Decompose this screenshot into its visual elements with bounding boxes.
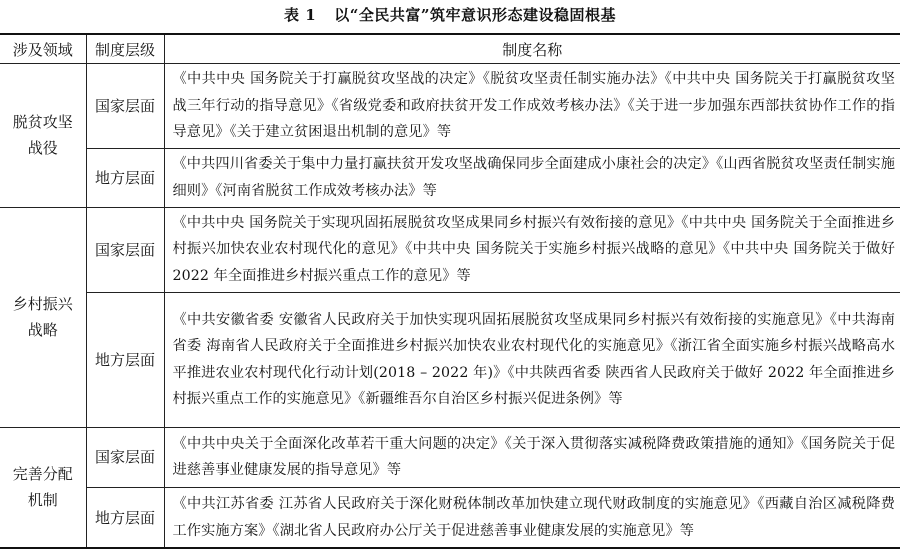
table-title: 以“全民共富”筑牢意识形态建设稳固根基: [334, 6, 616, 24]
policy-table: [0, 33, 900, 549]
level-label: 地方层面: [94, 508, 155, 527]
content-cell: 《中共中央关于全面深化改革若干重大问题的决定》《关于深入贯彻落实减税降费政策措施的通知》《国务院关于促进慈善事业健康发展的指导意见》等: [164, 427, 900, 487]
table-number: 表 1: [284, 6, 317, 24]
level-label: 地方层面: [94, 168, 155, 187]
content-cell: 《中共江苏省委 江苏省人民政府关于深化财税体制改革加快建立现代财政制度的实施意见》《西藏自治区减税降费工作实施方案》《湖北省人民政府办公厅关于促进慈善事业健康发展的实施意见》等: [164, 488, 900, 548]
table-row: [0, 488, 900, 548]
level-cell: [86, 64, 164, 149]
domain-line: 脱贫攻坚: [12, 113, 73, 132]
domain-line: 完善分配: [12, 465, 73, 484]
table-row: [0, 207, 900, 292]
table-row: [0, 427, 900, 487]
header-name: 制度名称: [164, 34, 900, 64]
domain-cell: [0, 207, 86, 427]
content-cell: 《中共四川省委关于集中力量打赢扶贫开发攻坚战确保同步全面建成小康社会的决定》《山西省脱贫攻坚责任制实施细则》《河南省脱贫工作成效考核办法》等: [164, 149, 900, 207]
content-cell: 《中共中央 国务院关于打赢脱贫攻坚战的决定》《脱贫攻坚责任制实施办法》《中共中央 国务院关于打赢脱贫攻坚战三年行动的指导意见》《省级党委和政府扶贫开发工作成效考核办法》《关于进一步加强东西部扶贫协作工作的指导意见》《关于建立贫困退出机制的意见》等: [164, 64, 900, 149]
table-row: [0, 64, 900, 149]
level-label: 地方层面: [94, 350, 155, 369]
level-label: 国家层面: [94, 448, 155, 467]
header-domain: 涉及领域: [0, 34, 86, 64]
table-row: [0, 149, 900, 207]
level-label: 国家层面: [94, 240, 155, 259]
domain-line: 战役: [27, 139, 58, 158]
content-cell: 《中共中央 国务院关于实现巩固拓展脱贫攻坚成果同乡村振兴有效衔接的意见》《中共中央 国务院关于全面推进乡村振兴加快农业农村现代化的意见》《中共中央 国务院关于实施乡村振兴战略的意见》《中共中央 国务院关于做好 2022 年全面推进乡村振兴重点工作的意见》等: [164, 207, 900, 292]
header-row: [0, 34, 900, 64]
domain-line: 战略: [27, 321, 58, 340]
domain-line: 机制: [27, 491, 58, 510]
content-cell: 《中共安徽省委 安徽省人民政府关于加快实现巩固拓展脱贫攻坚成果同乡村振兴有效衔接的实施意见》《中共海南省委 海南省人民政府关于全面推进乡村振兴加快农业农村现代化的实施意见》《浙江省全面实施乡村振兴战略高水平推进农业农村现代化行动计划(2018 – 2022 年)》《中共陕西省委 陕西省人民政府关于做好 2022 年全面推进乡村振兴重点工作的实施意见》《新疆维吾尔自治区乡村振兴促进条例》等: [164, 292, 900, 427]
domain-cell: [0, 64, 86, 208]
domain-cell: [0, 427, 86, 548]
table-caption: [0, 2, 900, 28]
level-cell: [86, 488, 164, 548]
header-level: 制度层级: [86, 34, 164, 64]
level-label: 国家层面: [94, 97, 155, 116]
table-row: [0, 292, 900, 427]
domain-line: 乡村振兴: [12, 295, 73, 314]
level-cell: [86, 207, 164, 292]
level-cell: [86, 149, 164, 207]
level-cell: [86, 427, 164, 487]
level-cell: [86, 292, 164, 427]
